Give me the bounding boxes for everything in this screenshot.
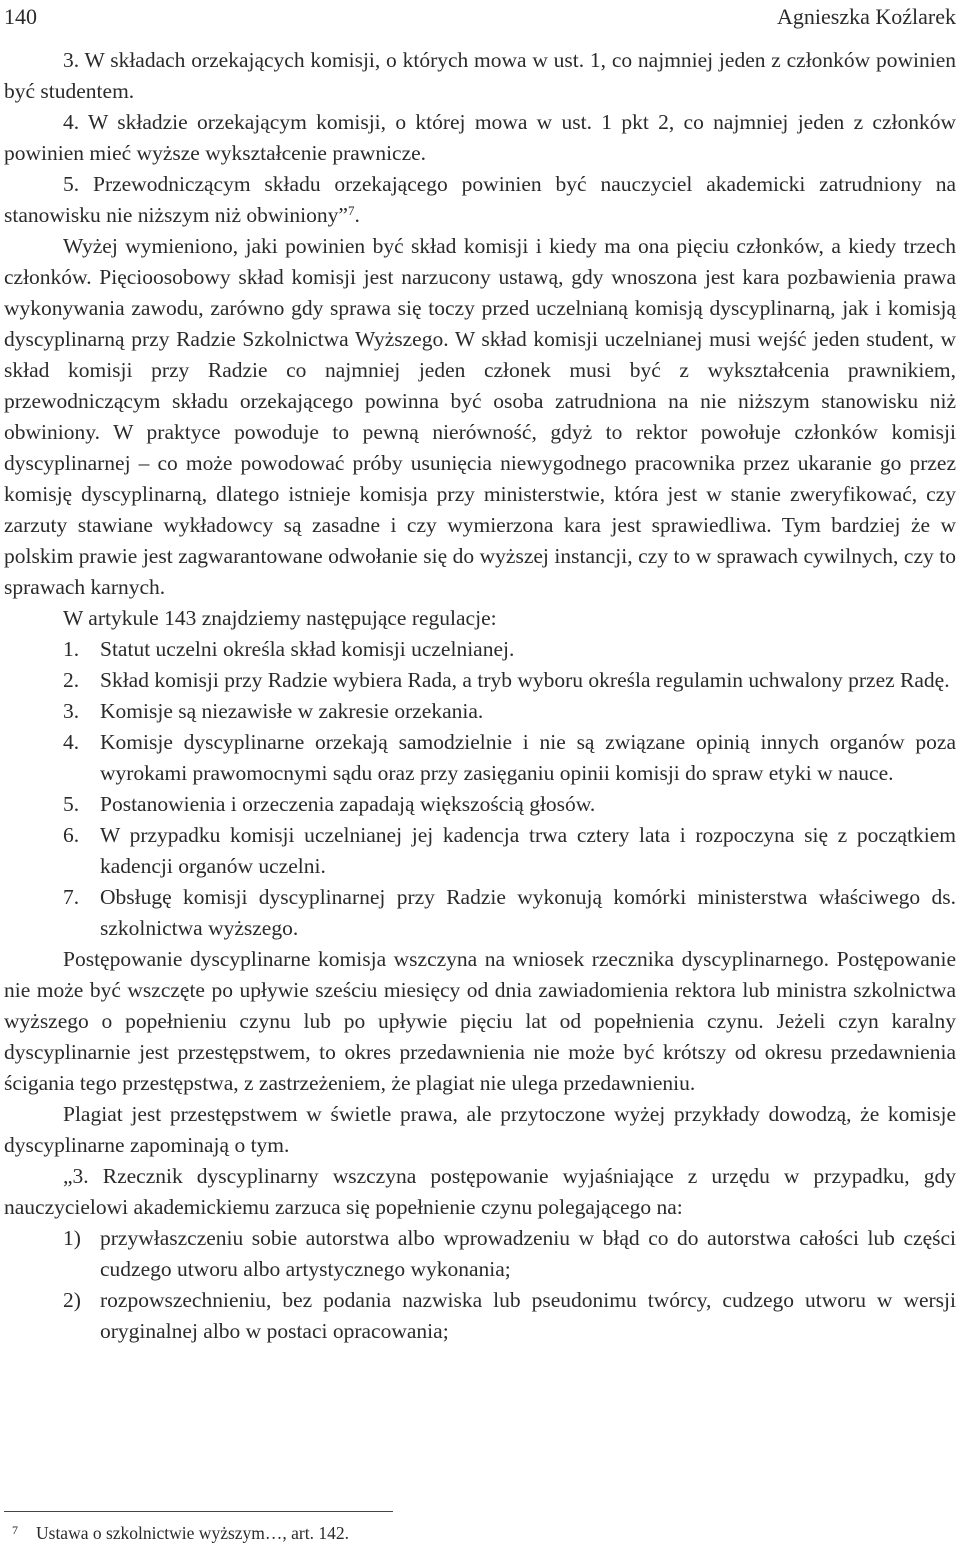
page-number: 140 — [4, 4, 37, 29]
list-item-text: przywłaszczeniu sobie autorstwa albo wprowadzeniu w błąd co do autorstwa całości lub części cudzego utworu albo artystycznego wykonania; — [100, 1226, 956, 1281]
list-item — [4, 727, 956, 789]
paragraph-quote-5 — [4, 169, 956, 231]
running-header-author: Agnieszka Koźlarek — [777, 4, 956, 29]
quoted-list — [4, 1223, 956, 1347]
paragraph-quote-rzecznik: „3. Rzecznik dyscyplinarny wszczyna postępowanie wyjaśniające z urzędu w przypadku, gdy nauczycielowi akademickiemu zarzuca się popełnienie czynu polegającego na: — [4, 1164, 956, 1219]
list-item — [4, 820, 956, 882]
paragraph-composition-discussion: Wyżej wymieniono, jaki powinien być skład komisji i kiedy ma ona pięciu członków, a kiedy trzech członków. Pięcioosobowy skład komisji jest narzucony ustawą, gdy wnoszona jest kara pozbawienia prawa wykonywania zawodu, zarówno gdy sprawa się toczy przed uczelnianą komisją dyscyplinarną, jak i komisją dyscyplinarną przy Radzie Szkolnictwa Wyższego. W skład komisji uczelnianej musi wejść jeden student, w skład komisji przy Radzie co najmniej jeden członek musi być z wykształcenia prawnikiem, przewodniczącym składu orzekającego powinna być osoba zatrudniona na nie niższym stanowisku niż obwiniony. W praktyce powoduje to pewną nierówność, gdyż to rektor powołuje członków komisji dyscyplinarnej – co może powodować próby usunięcia niewygodnego pracownika przez ukaranie go przez komisję dyscyplinarną, dlatego istnieje komisja przy ministerstwie, która jest w stanie zweryfikować, czy zarzuty stawiane wykładowcy są zasadne i czy wymierzona kara jest sprawiedliwa. Tym bardziej że w polskim prawie jest zagwarantowane odwołanie się do wyższej instancji, czy to w sprawach cywilnych, czy to sprawach karnych. — [4, 234, 956, 599]
list-item — [4, 665, 956, 696]
list-item-text: Skład komisji przy Radzie wybiera Rada, a tryb wyboru określa regulamin uchwalony przez Radę. — [100, 668, 950, 692]
paragraph-article-143-intro: W artykule 143 znajdziemy następujące regulacje: — [63, 606, 497, 630]
list-item-text: Statut uczelni określa skład komisji uczelnianej. — [100, 637, 515, 661]
running-header — [4, 2, 956, 32]
list-item-number: 1) — [63, 1226, 81, 1250]
list-item-number: 2. — [63, 668, 80, 692]
list-item-text: Obsługę komisji dyscyplinarnej przy Radzie wykonują komórki ministerstwa właściwego ds. szkolnictwa wyższego. — [100, 885, 956, 940]
list-item-number: 5. — [63, 792, 80, 816]
list-item — [4, 1285, 956, 1347]
list-item — [4, 1223, 956, 1285]
paragraph-plagiarism: Plagiat jest przestępstwem w świetle prawa, ale przytoczone wyżej przykłady dowodzą, że komisje dyscyplinarne zapominają o tym. — [4, 1102, 956, 1157]
footnote-reference[interactable]: 7 — [347, 203, 355, 218]
list-item-number: 3. — [63, 699, 80, 723]
list-item-number: 6. — [63, 823, 80, 847]
article-143-list — [4, 634, 956, 944]
list-item-number: 7. — [63, 885, 80, 909]
paragraph-proceedings: Postępowanie dyscyplinarne komisja wszczyna na wniosek rzecznika dyscyplinarnego. Postępowanie nie może być wszczęte po upływie sześciu miesięcy od dnia zawiadomienia rektora lub ministra szkolnictwa wyższego o popełnieniu czynu lub po upływie pięciu lat od popełnienia czynu. Jeżeli czyn karalny dyscyplinarnie jest przestępstwem, to okres przedawnienia nie może być krótszy od okresu przedawnienia ścigania tego przestępstwa, z zastrzeżeniem, że plagiat nie ulega przedawnieniu. — [4, 947, 956, 1095]
list-item-text: W przypadku komisji uczelnianej jej kadencja trwa cztery lata i rozpoczyna się z początkiem kadencji organów uczelni. — [100, 823, 956, 878]
list-item-number: 4. — [63, 730, 80, 754]
list-item — [4, 634, 956, 665]
footnote — [4, 1518, 956, 1545]
list-item — [4, 882, 956, 944]
list-item — [4, 696, 956, 727]
paragraph-quote-4: 4. W składzie orzekającym komisji, o której mowa w ust. 1 pkt 2, co najmniej jeden z członków powinien mieć wyższe wykształcenie prawnicze. — [4, 110, 956, 165]
footnote-mark: 7 — [12, 1523, 18, 1537]
footnote-divider — [4, 1511, 393, 1512]
footnote-text: Ustawa o szkolnictwie wyższym…, art. 142. — [36, 1523, 349, 1543]
list-item-number: 1. — [63, 637, 80, 661]
paragraph-quote-3: 3. W składach orzekających komisji, o których mowa w ust. 1, co najmniej jeden z członków powinien być studentem. — [4, 48, 956, 103]
list-item-text: Komisje dyscyplinarne orzekają samodzielnie i nie są związane opinią innych organów poza wyrokami prawomocnymi sądu oraz przy zasięganiu opinii komisji do spraw etyki w nauce. — [100, 730, 956, 785]
list-item-text: Postanowienia i orzeczenia zapadają większością głosów. — [100, 792, 596, 816]
paragraph-quote-5-text: 5. Przewodniczącym składu orzekającego powinien być nauczyciel akademicki zatrudniony na stanowisku nie niższym niż obwiniony” — [4, 172, 956, 227]
body-text — [4, 45, 956, 1347]
list-item — [4, 789, 956, 820]
list-item-text: Komisje są niezawisłe w zakresie orzekania. — [100, 699, 484, 723]
paragraph-quote-5-end: . — [354, 203, 360, 227]
list-item-text: rozpowszechnieniu, bez podania nazwiska lub pseudonimu twórcy, cudzego utworu w wersji oryginalnej albo w postaci opracowania; — [100, 1288, 956, 1343]
list-item-number: 2) — [63, 1288, 81, 1312]
